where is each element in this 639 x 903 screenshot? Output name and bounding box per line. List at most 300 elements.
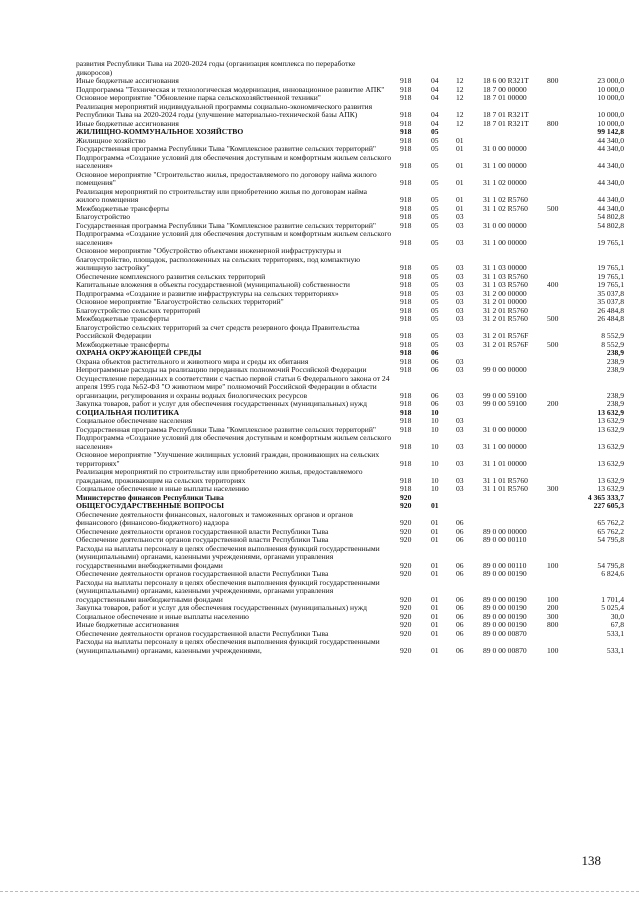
cell-vedomstvo: 918: [400, 441, 412, 451]
cell-celevaya-statya: 31 0 00 00000: [483, 424, 527, 434]
cell-vedomstvo: 920: [400, 569, 412, 578]
row-name: Государственная программа Республики Тыва "Комплексное развитие сельских территорий": [76, 144, 377, 153]
cell-summa: 13 632,9: [597, 484, 624, 493]
cell-podrazdel: 06: [456, 526, 464, 536]
cell-podrazdel: 03: [456, 399, 464, 408]
cell-vid-raskhodov: 500: [547, 203, 559, 213]
row-name: ОХРАНА ОКРУЖАЮЩЕЙ СРЕДЫ: [76, 348, 202, 357]
cell-summa: 44 340,0: [597, 144, 624, 153]
cell-vedomstvo: 918: [400, 484, 412, 493]
row-name: Расходы на выплаты персоналу в целях обеспечения выполнения функций государственными (муниципальными) органами, казенными учреждениями,: [76, 637, 380, 655]
cell-vedomstvo: 918: [400, 118, 412, 128]
cell-summa: 44 340,0: [597, 161, 624, 170]
cell-celevaya-statya: 31 1 00 00000: [483, 161, 527, 170]
row-name: Межбюджетные трансферты: [76, 314, 169, 323]
cell-razdel: 05: [431, 288, 439, 298]
table-row: [76, 511, 624, 528]
cell-vid-raskhodov: 800: [547, 620, 559, 629]
cell-podrazdel: 01: [456, 135, 464, 145]
row-name: Иные бюджетные ассигнования: [76, 620, 179, 629]
cell-razdel: 06: [431, 390, 439, 400]
cell-podrazdel: 03: [456, 280, 464, 289]
cell-summa: 533,1: [606, 628, 624, 638]
cell-summa: 44 340,0: [597, 195, 624, 204]
cell-vedomstvo: 918: [400, 407, 412, 417]
cell-vedomstvo: 918: [400, 314, 412, 323]
cell-razdel: 04: [431, 84, 439, 94]
cell-summa: 44 340,0: [597, 178, 624, 187]
cell-vedomstvo: 918: [400, 288, 412, 298]
table-row: [76, 579, 624, 605]
cell-razdel: 05: [431, 127, 439, 136]
table-row: [76, 468, 624, 485]
row-name: Социальное обеспечение населения: [76, 416, 193, 425]
row-name: Подпрограмма «Создание условий для обеспечения доступным и комфортным жильем сельского населения»: [76, 229, 392, 247]
cell-celevaya-statya: 31 0 00 00000: [483, 220, 527, 230]
cell-summa: 54 795,8: [597, 560, 624, 570]
cell-podrazdel: 12: [456, 110, 464, 119]
cell-razdel: 04: [431, 93, 439, 102]
table-row: [76, 434, 624, 451]
cell-podrazdel: 03: [456, 314, 464, 323]
cell-razdel: 01: [431, 526, 439, 536]
cell-vedomstvo: 918: [400, 195, 412, 204]
cell-summa: 13 632,9: [597, 424, 624, 434]
cell-celevaya-statya: 31 1 03 00000: [483, 263, 527, 272]
row-name: Капитальные вложения в объекты государственной (муниципальной) собственности: [76, 280, 350, 289]
cell-razdel: 04: [431, 110, 439, 119]
cell-vedomstvo: 918: [400, 356, 412, 366]
cell-vedomstvo: 920: [400, 501, 412, 510]
cell-summa: 19 765,1: [597, 280, 624, 289]
cell-podrazdel: 06: [456, 628, 464, 638]
cell-vid-raskhodov: 500: [547, 339, 559, 349]
cell-podrazdel: 06: [456, 620, 464, 629]
cell-razdel: 05: [431, 220, 439, 230]
row-name: Государственная программа Республики Тыва "Комплексное развитие сельских территорий": [76, 220, 377, 230]
cell-summa: 99 142,8: [597, 127, 624, 136]
cell-summa: 4 365 333,7: [587, 492, 624, 502]
cell-podrazdel: 06: [456, 594, 464, 604]
cell-summa: 19 765,1: [597, 263, 624, 272]
cell-vid-raskhodov: 800: [547, 118, 559, 128]
cell-podrazdel: 03: [456, 237, 464, 247]
row-name: Охрана объектов растительного и животного мира и среды их обитания: [76, 356, 309, 366]
row-name: СОЦИАЛЬНАЯ ПОЛИТИКА: [76, 407, 180, 417]
cell-vid-raskhodov: 500: [547, 314, 559, 323]
cell-razdel: 05: [431, 339, 439, 349]
row-name: ОБЩЕГОСУДАРСТВЕННЫЕ ВОПРОСЫ: [76, 501, 224, 510]
cell-celevaya-statya: 31 1 01 R5760: [483, 475, 528, 485]
row-name: Обеспечение деятельности органов государственной власти Республики Тыва: [76, 569, 329, 578]
cell-razdel: 05: [431, 314, 439, 323]
cell-razdel: 04: [431, 118, 439, 128]
cell-razdel: 10: [431, 416, 439, 425]
cell-podrazdel: 03: [456, 331, 464, 340]
cell-summa: 238,9: [606, 356, 624, 366]
cell-vid-raskhodov: 200: [547, 399, 559, 408]
cell-podrazdel: 03: [456, 475, 464, 485]
cell-vedomstvo: 918: [400, 84, 412, 94]
row-name: Обеспечение комплексного развития сельских территорий: [76, 271, 266, 281]
cell-vedomstvo: 918: [400, 339, 412, 349]
cell-celevaya-statya: 18 7 01 R321T: [483, 110, 529, 119]
cell-podrazdel: 03: [456, 305, 464, 315]
cell-summa: 26 484,8: [597, 305, 624, 315]
cell-celevaya-statya: 99 0 00 59100: [483, 399, 527, 408]
table-row: [76, 60, 624, 77]
cell-summa: 35 037,8: [597, 288, 624, 298]
cell-razdel: 10: [431, 475, 439, 485]
cell-podrazdel: 12: [456, 118, 464, 128]
cell-podrazdel: 03: [456, 356, 464, 366]
cell-summa: 30,0: [610, 611, 624, 621]
cell-summa: 13 632,9: [597, 416, 624, 425]
cell-summa: 10 000,0: [597, 93, 624, 102]
table-row: [76, 451, 624, 468]
cell-summa: 54 802,8: [597, 220, 624, 230]
budget-table: [76, 60, 624, 655]
cell-razdel: 05: [431, 135, 439, 145]
row-name: Основное мероприятие "Обустройство объектами инженерной инфраструктуры и благоустройство, площадок, расположенных на сельских территориях, под компактную жилищную застройку": [76, 246, 361, 272]
cell-celevaya-statya: 31 1 00 00000: [483, 237, 527, 247]
cell-razdel: 05: [431, 331, 439, 340]
cell-podrazdel: 06: [456, 569, 464, 578]
cell-razdel: 06: [431, 356, 439, 366]
cell-summa: 35 037,8: [597, 297, 624, 306]
cell-podrazdel: 06: [456, 560, 464, 570]
cell-vedomstvo: 918: [400, 365, 412, 374]
cell-vedomstvo: 918: [400, 237, 412, 247]
cell-podrazdel: 06: [456, 603, 464, 612]
cell-summa: 13 632,9: [597, 475, 624, 485]
cell-summa: 54 795,8: [597, 535, 624, 544]
cell-vedomstvo: 918: [400, 76, 412, 85]
cell-celevaya-statya: 31 2 01 R5760: [483, 314, 528, 323]
cell-vedomstvo: 920: [400, 518, 412, 527]
cell-celevaya-statya: 89 0 00 00000: [483, 526, 527, 536]
cell-razdel: 01: [431, 620, 439, 629]
cell-summa: 10 000,0: [597, 110, 624, 119]
cell-celevaya-statya: 31 1 00 00000: [483, 441, 527, 451]
table-row: [76, 205, 624, 214]
row-name: Благоустройство: [76, 212, 131, 221]
cell-celevaya-statya: 31 1 01 00000: [483, 458, 527, 468]
cell-vedomstvo: 918: [400, 144, 412, 153]
cell-celevaya-statya: 31 2 00 00000: [483, 288, 527, 298]
row-name: Министерство финансов Республики Тыва: [76, 492, 224, 502]
row-codes: [76, 128, 624, 137]
cell-summa: 238,9: [606, 348, 624, 357]
cell-razdel: 06: [431, 348, 439, 357]
row-name: Расходы на выплаты персоналу в целях обеспечения выполнения функций государственными (муниципальными) органами, казенными учреждениями, органами управления государственными внебюджетными фондами: [76, 543, 380, 570]
row-name: Подпрограмма «Создание условий для обеспечения доступным и комфортным жильем сельского населения»: [76, 433, 392, 451]
table-row: [76, 103, 624, 120]
cell-vid-raskhodov: 100: [547, 560, 559, 570]
cell-celevaya-statya: 89 0 00 00190: [483, 569, 527, 578]
cell-razdel: 05: [431, 237, 439, 247]
table-row: [76, 247, 624, 273]
row-name: Непрограммные расходы на реализацию переданных полномочий Российской Федерации: [76, 365, 367, 374]
cell-podrazdel: 03: [456, 424, 464, 434]
row-name: Закупка товаров, работ и услуг для обеспечения государственных (муниципальных) нужд: [76, 603, 367, 612]
row-name: Иные бюджетные ассигнования: [76, 118, 179, 128]
cell-vedomstvo: 918: [400, 399, 412, 408]
row-name: Социальное обеспечение и иные выплаты населению: [76, 611, 249, 621]
cell-celevaya-statya: 31 2 01 R576F: [483, 339, 529, 349]
cell-vedomstvo: 918: [400, 110, 412, 119]
cell-podrazdel: 03: [456, 484, 464, 493]
row-name: Основное мероприятие "Обновление парка сельскохозяйственной техники": [76, 93, 321, 102]
cell-vedomstvo: 920: [400, 492, 412, 502]
cell-podrazdel: 06: [456, 645, 464, 655]
cell-celevaya-statya: 89 0 00 00870: [483, 645, 527, 655]
cell-celevaya-statya: 31 2 01 00000: [483, 297, 527, 306]
cell-podrazdel: 03: [456, 365, 464, 374]
cell-razdel: 01: [431, 501, 439, 510]
row-name: Обеспечение деятельности органов государственной власти Республики Тыва: [76, 628, 329, 638]
cell-celevaya-statya: 99 0 00 00000: [483, 365, 527, 374]
cell-vedomstvo: 920: [400, 628, 412, 638]
row-name: Реализация мероприятий по строительству или приобретению жилья, предоставляемого гражданам, проживающим на сельских территориях: [76, 467, 363, 485]
cell-razdel: 05: [431, 195, 439, 204]
cell-vedomstvo: 918: [400, 331, 412, 340]
cell-podrazdel: 03: [456, 288, 464, 298]
cell-vid-raskhodov: 100: [547, 594, 559, 604]
table-row: [76, 154, 624, 171]
cell-podrazdel: 12: [456, 76, 464, 85]
cell-vedomstvo: 918: [400, 212, 412, 221]
cell-razdel: 01: [431, 569, 439, 578]
cell-podrazdel: 03: [456, 441, 464, 451]
cell-celevaya-statya: 89 0 00 00190: [483, 594, 527, 604]
cell-razdel: 05: [431, 161, 439, 170]
cell-razdel: 10: [431, 484, 439, 493]
row-name: Межбюджетные трансферты: [76, 339, 169, 349]
row-name: Подпрограмма «Создание и развитие инфраструктуры на сельских территориях»: [76, 288, 339, 298]
cell-celevaya-statya: 31 1 03 R5760: [483, 280, 528, 289]
cell-celevaya-statya: 31 2 01 R576F: [483, 331, 529, 340]
cell-vedomstvo: 918: [400, 297, 412, 306]
cell-podrazdel: 12: [456, 93, 464, 102]
row-name: Обеспечение деятельности органов государственной власти Республики Тыва: [76, 535, 329, 544]
cell-podrazdel: 12: [456, 84, 464, 94]
cell-vedomstvo: 918: [400, 280, 412, 289]
cell-podrazdel: 03: [456, 220, 464, 230]
row-codes: [76, 647, 624, 656]
cell-celevaya-statya: 89 0 00 00110: [483, 560, 527, 570]
row-name: Межбюджетные трансферты: [76, 203, 169, 213]
cell-vid-raskhodov: 100: [547, 645, 559, 655]
cell-razdel: 05: [431, 271, 439, 281]
cell-vedomstvo: 918: [400, 475, 412, 485]
cell-celevaya-statya: 31 2 01 R5760: [483, 305, 528, 315]
row-name: Социальное обеспечение и иные выплаты населению: [76, 484, 249, 493]
cell-celevaya-statya: 31 1 02 R5760: [483, 203, 528, 213]
table-row: [76, 545, 624, 571]
cell-celevaya-statya: 89 0 00 00190: [483, 603, 527, 612]
cell-podrazdel: 01: [456, 161, 464, 170]
row-codes: [76, 205, 624, 214]
page-number: 138: [581, 853, 601, 868]
cell-podrazdel: 03: [456, 339, 464, 349]
cell-podrazdel: 03: [456, 458, 464, 468]
cell-summa: 1 701,4: [601, 594, 624, 604]
cell-celevaya-statya: 99 0 00 59100: [483, 390, 527, 400]
cell-vedomstvo: 918: [400, 178, 412, 187]
cell-podrazdel: 01: [456, 203, 464, 213]
cell-razdel: 04: [431, 76, 439, 85]
cell-vedomstvo: 920: [400, 560, 412, 570]
cell-summa: 227 605,3: [593, 501, 624, 510]
row-name: развития Республики Тыва на 2020-2024 годы (организация комплекса по переработке дикоросов): [76, 59, 356, 77]
cell-razdel: 01: [431, 518, 439, 527]
cell-vedomstvo: 918: [400, 348, 412, 357]
cell-podrazdel: 01: [456, 195, 464, 204]
cell-vedomstvo: 920: [400, 645, 412, 655]
row-name: Подпрограмма «Создание условий для обеспечения доступным и комфортным жильем сельского населения»: [76, 152, 392, 170]
table-row: [76, 324, 624, 341]
cell-razdel: 10: [431, 441, 439, 451]
table-row: [76, 188, 624, 205]
cell-podrazdel: 06: [456, 535, 464, 544]
cell-celevaya-statya: 31 1 02 00000: [483, 178, 527, 187]
row-name: Жилищное хозяйство: [76, 135, 146, 145]
row-name: Благоустройство сельских территорий: [76, 305, 201, 315]
cell-celevaya-statya: 89 0 00 00110: [483, 535, 527, 544]
cell-vedomstvo: 918: [400, 390, 412, 400]
cell-vid-raskhodov: 300: [547, 484, 559, 493]
cell-summa: 8 552,9: [601, 339, 624, 349]
cell-podrazdel: 03: [456, 416, 464, 425]
cell-summa: 19 765,1: [597, 271, 624, 281]
cell-celevaya-statya: 89 0 00 00870: [483, 628, 527, 638]
row-name: Государственная программа Республики Тыва "Комплексное развитие сельских территорий": [76, 424, 377, 434]
cell-vedomstvo: 920: [400, 526, 412, 536]
row-name: Основное мероприятие "Строительство жилья, предоставляемого по договору найма жилого помещения": [76, 169, 377, 187]
cell-summa: 67,8: [610, 620, 624, 629]
cell-summa: 10 000,0: [597, 84, 624, 94]
cell-vedomstvo: 918: [400, 271, 412, 281]
cell-vedomstvo: 918: [400, 263, 412, 272]
cell-summa: 44 340,0: [597, 135, 624, 145]
cell-summa: 238,9: [606, 399, 624, 408]
cell-summa: 23 000,0: [597, 76, 624, 85]
cell-celevaya-statya: 89 0 00 00190: [483, 620, 527, 629]
cell-summa: 13 632,9: [597, 407, 624, 417]
cell-razdel: 05: [431, 144, 439, 153]
cell-razdel: 01: [431, 535, 439, 544]
cell-podrazdel: 03: [456, 390, 464, 400]
row-name: Благоустройство сельских территорий за счет средств резервного фонда Правительства Российской Федерации: [76, 322, 360, 340]
cell-celevaya-statya: 89 0 00 00190: [483, 611, 527, 621]
cell-razdel: 01: [431, 560, 439, 570]
cell-razdel: 01: [431, 594, 439, 604]
cell-vedomstvo: 918: [400, 458, 412, 468]
cell-vid-raskhodov: 800: [547, 76, 559, 85]
row-name: Основное мероприятие "Благоустройство сельских территорий": [76, 297, 284, 306]
cell-vedomstvo: 920: [400, 603, 412, 612]
table-row: [76, 171, 624, 188]
cell-vedomstvo: 918: [400, 220, 412, 230]
row-name: Реализация мероприятий по строительству или приобретению жилья по договорам найма жилого помещения: [76, 186, 368, 204]
cell-podrazdel: 01: [456, 144, 464, 153]
cell-vedomstvo: 920: [400, 611, 412, 621]
cell-celevaya-statya: 18 7 01 R321T: [483, 118, 529, 128]
cell-vedomstvo: 918: [400, 93, 412, 102]
cell-vid-raskhodov: 400: [547, 280, 559, 289]
cell-vedomstvo: 918: [400, 127, 412, 136]
cell-podrazdel: 03: [456, 297, 464, 306]
cell-summa: 6 824,6: [601, 569, 624, 578]
cell-razdel: 06: [431, 399, 439, 408]
cell-podrazdel: 03: [456, 271, 464, 281]
cell-vedomstvo: 918: [400, 416, 412, 425]
row-name: Подпрограмма "Техническая и технологическая модернизация, инновационное развитие АПК": [76, 84, 385, 94]
row-name: Осуществление переданных в соответствии с частью первой статьи 6 Федерального закона от 24 апреля 1995 года №52-ФЗ "О животном мире" полномочий Российской Федерации в области организации, регулирования и охраны водных биологических ресурсов: [76, 373, 390, 400]
cell-summa: 238,9: [606, 390, 624, 400]
scan-edge: [0, 891, 639, 895]
cell-razdel: 01: [431, 628, 439, 638]
row-name: Обеспечение деятельности органов государственной власти Республики Тыва: [76, 526, 329, 536]
cell-vedomstvo: 918: [400, 305, 412, 315]
row-name: Иные бюджетные ассигнования: [76, 76, 179, 85]
cell-summa: 238,9: [606, 365, 624, 374]
cell-vid-raskhodov: 300: [547, 611, 559, 621]
row-name: Обеспечение деятельности финансовых, налоговых и таможенных органов и органов финансового (финансово-бюджетного) надзора: [76, 509, 354, 527]
cell-razdel: 05: [431, 305, 439, 315]
row-name: Закупка товаров, работ и услуг для обеспечения государственных (муниципальных) нужд: [76, 399, 367, 408]
row-name: Основное мероприятие "Улучшение жилищных условий граждан, проживающих на сельских территориях": [76, 450, 380, 468]
cell-summa: 19 765,1: [597, 237, 624, 247]
cell-razdel: 05: [431, 212, 439, 221]
cell-celevaya-statya: 31 1 01 R5760: [483, 484, 528, 493]
cell-razdel: 01: [431, 645, 439, 655]
cell-vedomstvo: 918: [400, 203, 412, 213]
row-name: Расходы на выплаты персоналу в целях обеспечения выполнения функций государственными (муниципальными) органами, казенными учреждениями, органами управления государственными внебюджетными фондами: [76, 577, 380, 604]
cell-vedomstvo: 918: [400, 161, 412, 170]
cell-podrazdel: 06: [456, 518, 464, 527]
cell-podrazdel: 03: [456, 263, 464, 272]
cell-podrazdel: 03: [456, 212, 464, 221]
cell-razdel: 01: [431, 603, 439, 612]
cell-razdel: 01: [431, 611, 439, 621]
cell-razdel: 05: [431, 178, 439, 187]
cell-summa: 26 484,8: [597, 314, 624, 323]
cell-celevaya-statya: 31 0 00 00000: [483, 144, 527, 153]
cell-vedomstvo: 920: [400, 535, 412, 544]
cell-vedomstvo: 920: [400, 620, 412, 629]
cell-celevaya-statya: 31 1 02 R5760: [483, 195, 528, 204]
cell-summa: 44 340,0: [597, 203, 624, 213]
row-name: ЖИЛИЩНО-КОММУНАЛЬНОЕ ХОЗЯЙСТВО: [76, 127, 244, 136]
cell-razdel: 10: [431, 407, 439, 417]
cell-razdel: 06: [431, 365, 439, 374]
cell-summa: 533,1: [606, 645, 624, 655]
cell-razdel: 05: [431, 280, 439, 289]
cell-vedomstvo: 918: [400, 135, 412, 145]
cell-podrazdel: 06: [456, 611, 464, 621]
table-row: [76, 128, 624, 137]
cell-razdel: 05: [431, 203, 439, 213]
cell-celevaya-statya: 18 6 00 R321T: [483, 76, 529, 85]
cell-razdel: 10: [431, 424, 439, 434]
cell-celevaya-statya: 18 7 01 00000: [483, 93, 527, 102]
table-row: [76, 638, 624, 655]
cell-vedomstvo: 918: [400, 424, 412, 434]
cell-summa: 13 632,9: [597, 458, 624, 468]
cell-summa: 65 762,2: [597, 526, 624, 536]
